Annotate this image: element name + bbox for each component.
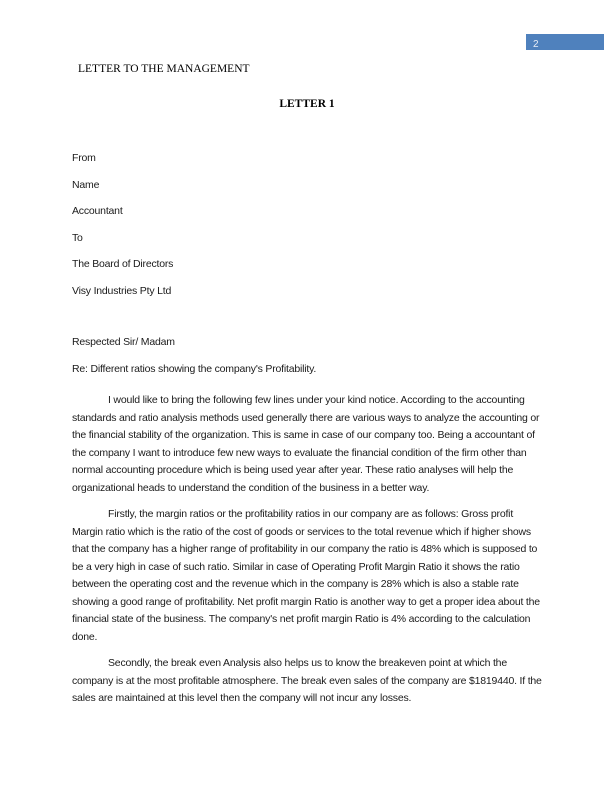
address-line-company: Visy Industries Pty Ltd: [72, 284, 172, 297]
body-paragraph-3: Secondly, the break even Analysis also helps us to know the breakeven point at which the company is at the most profitable atmosphere. The break even sales of the company are $1819440. If the sales are maintained at this level then the company will not incur any losses.: [72, 657, 542, 704]
page-number: 2: [533, 39, 539, 50]
salutation: Respected Sir/ Madam: [72, 336, 175, 348]
address-line-from: From: [72, 152, 96, 164]
address-line-role: Accountant: [72, 205, 123, 217]
address-line-recipient: The Board of Directors: [72, 258, 174, 270]
address-line-name: Name: [72, 178, 100, 191]
subject-line: Re: Different ratios showing the company's Profitability.: [72, 362, 317, 375]
document-header: LETTER TO THE MANAGEMENT: [78, 63, 250, 75]
body-paragraph-1: I would like to bring the following few lines under your kind notice. According to the accounting standards and ratio analysis methods used generally there are various ways to analyze the accounting or the financial stability of the organization. This is same in case of our company too. Being a accountant of the company I want to introduce few new ways to evaluate the financial condition of the firm other than normal accounting procedure which is being used year after year. These ratio analyses will help the organizational heads to understand the condition of the business in a better way.: [72, 394, 540, 494]
letter-content: [72, 0, 542, 717]
address-line-to: To: [72, 231, 83, 244]
letter-title: LETTER 1: [279, 98, 335, 110]
address-block: [72, 150, 542, 300]
body-paragraph-2: Firstly, the margin ratios or the profitability ratios in our company are as follows: Gross profit Margin ratio which is the ratio of the cost of goods or services to the total revenue which if higher shows that the company has a higher range of profitability in our company the ratio is 48% which is supposed to be a very high in case of such ratio. Similar in case of Operating Profit Margin Ratio it shows the ratio between the operating cost and the revenue which in the company is 28% which is also a stable rate showing a good range of profitability. Net profit margin Ratio is another way to get a proper idea about the financial state of the business. The company's net profit margin Ratio is 4% according to the calculation done.: [72, 508, 540, 643]
